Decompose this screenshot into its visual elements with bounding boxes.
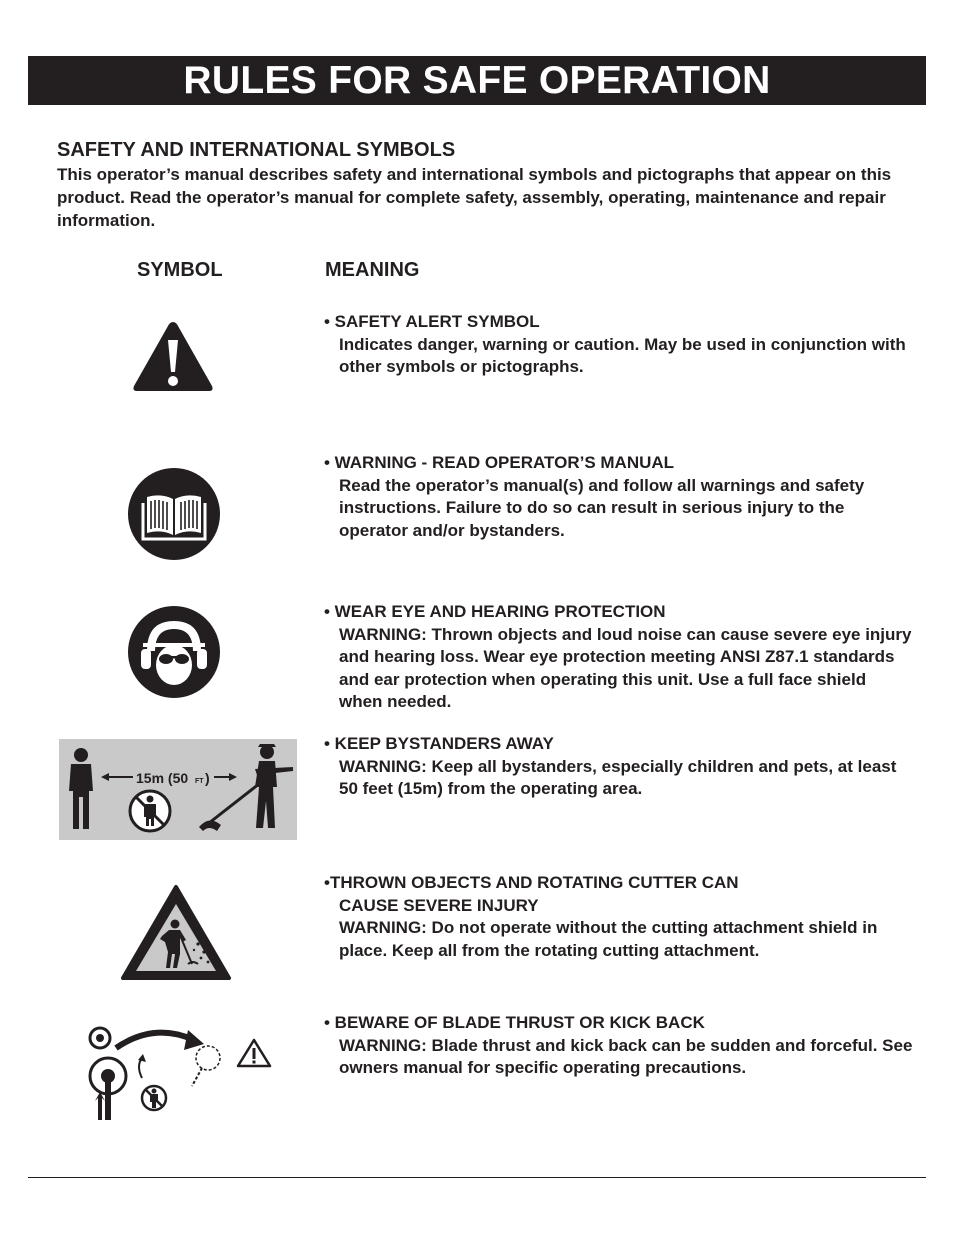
- entry-heading: • WEAR EYE AND HEARING PROTECTION: [324, 602, 666, 621]
- entry-text: Read the operator’s manual(s) and follow all warnings and safety instructions. Failure to do so can result in serious injury to the operator and/or bystanders.: [339, 475, 865, 540]
- entry-heading: •THROWN OBJECTS AND ROTATING CUTTER CAN: [324, 873, 739, 892]
- intro-paragraph: This operator’s manual describes safety and international symbols and pictographs that appear on this product. Read the operator’s manual for complete safety, assembly, operating, maintenance and repair information.: [57, 165, 892, 230]
- entry-heading: • BEWARE OF BLADE THRUST OR KICK BACK: [324, 1013, 705, 1032]
- entry-heading: • SAFETY ALERT SYMBOL: [324, 312, 540, 331]
- symbol-column-header: SYMBOL: [137, 259, 223, 281]
- entry-text: Indicates danger, warning or caution. May be used in conjunction with other symbols or pictographs.: [339, 334, 906, 376]
- entry-thrown-objects: [324, 872, 914, 962]
- entry-text: WARNING: Do not operate without the cutting attachment shield in place. Keep all from the rotating cutting attachment.: [339, 918, 878, 960]
- safety-alert-triangle-icon: [130, 318, 216, 394]
- footer-divider: [28, 1177, 926, 1178]
- entry-read-manual: [324, 452, 914, 542]
- page-title: RULES FOR SAFE OPERATION: [183, 59, 771, 102]
- entry-heading: • WARNING - READ OPERATOR’S MANUAL: [324, 453, 675, 472]
- entry-text: WARNING: Thrown objects and loud noise can cause severe eye injury and hearing loss. Wear eye protection meeting ANSI Z87.1 standards and ear protection when operating this unit. Use a full face shield when needed.: [339, 624, 912, 711]
- thrown-objects-icon: [120, 884, 232, 982]
- entry-heading: • KEEP BYSTANDERS AWAY: [324, 734, 554, 753]
- keep-bystanders-away-icon: [59, 739, 297, 840]
- eye-hearing-protection-icon: [127, 605, 221, 699]
- distance-close: ): [205, 770, 210, 786]
- entry-safety-alert: [324, 311, 914, 379]
- entry-text: WARNING: Blade thrust and kick back can be sudden and forceful. See owners manual for specific operating precautions.: [339, 1035, 913, 1077]
- entry-eye-hearing: [324, 601, 914, 714]
- read-manual-icon: [127, 467, 221, 561]
- entry-blade-thrust: [324, 1012, 914, 1080]
- entry-text: WARNING: Keep all bystanders, especially children and pets, at least 50 feet (15m) from the operating area.: [339, 756, 897, 798]
- distance-unit: FT: [195, 778, 204, 785]
- blade-thrust-kickback-icon: [84, 1022, 274, 1122]
- entry-bystanders: [324, 733, 914, 801]
- meaning-column-header: MEANING: [325, 259, 420, 281]
- entry-heading-continued: CAUSE SEVERE INJURY: [339, 895, 539, 915]
- title-banner: [28, 56, 926, 105]
- section-heading: SAFETY AND INTERNATIONAL SYMBOLS: [57, 139, 456, 161]
- distance-label: 15m (50: [136, 770, 189, 786]
